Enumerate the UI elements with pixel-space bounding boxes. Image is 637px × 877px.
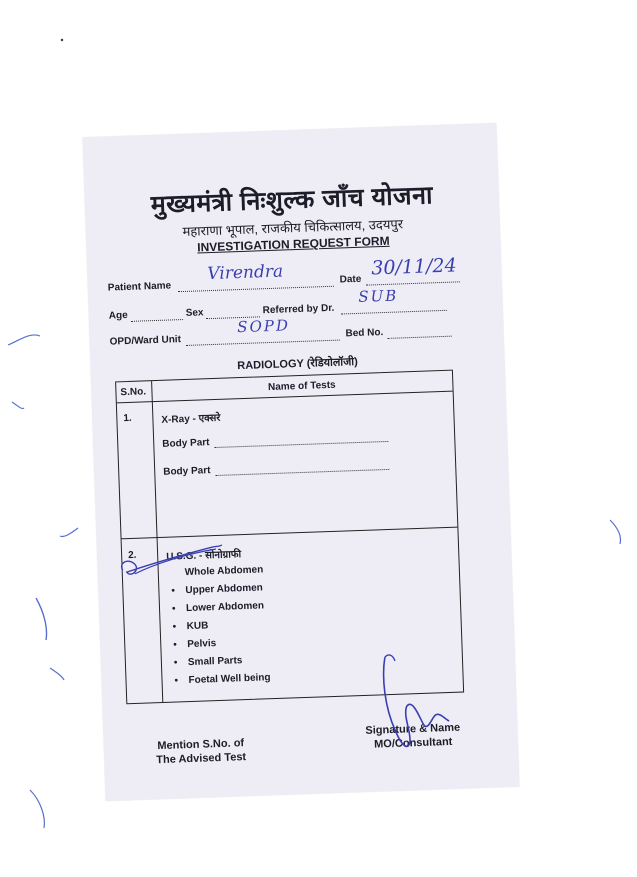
- bed-no-line: [388, 336, 452, 339]
- row-1-body-part-1-label: Body Part: [162, 437, 210, 450]
- bullet-icon: •: [173, 639, 178, 651]
- row-1-body-part-2-label: Body Part: [163, 465, 211, 478]
- radiology-section-title: RADIOLOGY (रेडियोलॉजी): [237, 355, 359, 373]
- patient-name-line: [178, 286, 334, 292]
- bullet-icon: •: [171, 585, 176, 597]
- row-1-body-part-2-line: [215, 469, 389, 476]
- patient-name-label: Patient Name: [107, 280, 172, 294]
- age-label: Age: [108, 309, 128, 322]
- referred-by-line: [341, 310, 447, 315]
- table-header-tests: Name of Tests: [267, 379, 336, 394]
- usg-item-kub: • KUB: [172, 620, 209, 633]
- sex-label: Sex: [185, 307, 204, 319]
- row-1-test: X-Ray - एक्सरे: [161, 412, 221, 426]
- opd-ward-unit-line: [186, 340, 340, 346]
- investigation-request-form: [83, 123, 520, 801]
- bed-no-label: Bed No.: [345, 327, 384, 340]
- usg-item-pelvis: • Pelvis: [173, 638, 217, 651]
- hospital-name-hindi: महाराणा भूपाल, राजकीय चिकित्सालय, उदयपुर: [182, 216, 404, 239]
- age-line: [131, 319, 183, 322]
- footer-signature: Signature & Name MO/Consultant: [365, 721, 461, 751]
- referred-by-value: SUB: [357, 286, 399, 306]
- form-title-hindi: मुख्यमंत्री निःशुल्क जाँच योजना: [150, 181, 434, 220]
- referred-by-label: Referred by Dr.: [262, 302, 335, 317]
- patient-name-value: Virendra: [207, 261, 284, 285]
- usg-item-lower-abdomen: • Lower Abdomen: [171, 600, 265, 615]
- row-1-body-part-1-line: [214, 441, 388, 448]
- date-line: [366, 281, 460, 285]
- row-1-sno: 1.: [123, 412, 132, 425]
- opd-ward-unit-label: OPD/Ward Unit: [109, 334, 182, 348]
- date-label: Date: [339, 273, 362, 286]
- row-2-test: U.S.G. - सोनोग्राफी: [166, 549, 242, 563]
- usg-item-small-parts: • Small Parts: [173, 655, 243, 669]
- handwritten-signature: [371, 645, 465, 768]
- bullet-icon: •: [174, 675, 179, 687]
- usg-item-foetal-well-being: • Foetal Well being: [174, 672, 271, 687]
- bullet-icon: •: [171, 603, 176, 615]
- usg-item-whole-abdomen: Whole Abdomen: [184, 564, 264, 579]
- table-column-divider: [151, 381, 163, 702]
- table-header-sno: S.No.: [120, 386, 147, 399]
- row-2-sno: 2.: [127, 549, 137, 562]
- form-title: INVESTIGATION REQUEST FORM: [196, 233, 390, 255]
- date-value: 30/11/24: [370, 254, 457, 280]
- opd-ward-unit-value: SOPD: [236, 316, 291, 337]
- handwritten-tick-mark: [116, 540, 237, 584]
- usg-item-upper-abdomen: • Upper Abdomen: [171, 582, 263, 597]
- bullet-icon: •: [172, 621, 177, 633]
- bullet-icon: •: [173, 657, 178, 669]
- table-row-divider: [122, 527, 458, 540]
- footer-mention-sno: Mention S.No. of The Advised Test: [156, 737, 247, 767]
